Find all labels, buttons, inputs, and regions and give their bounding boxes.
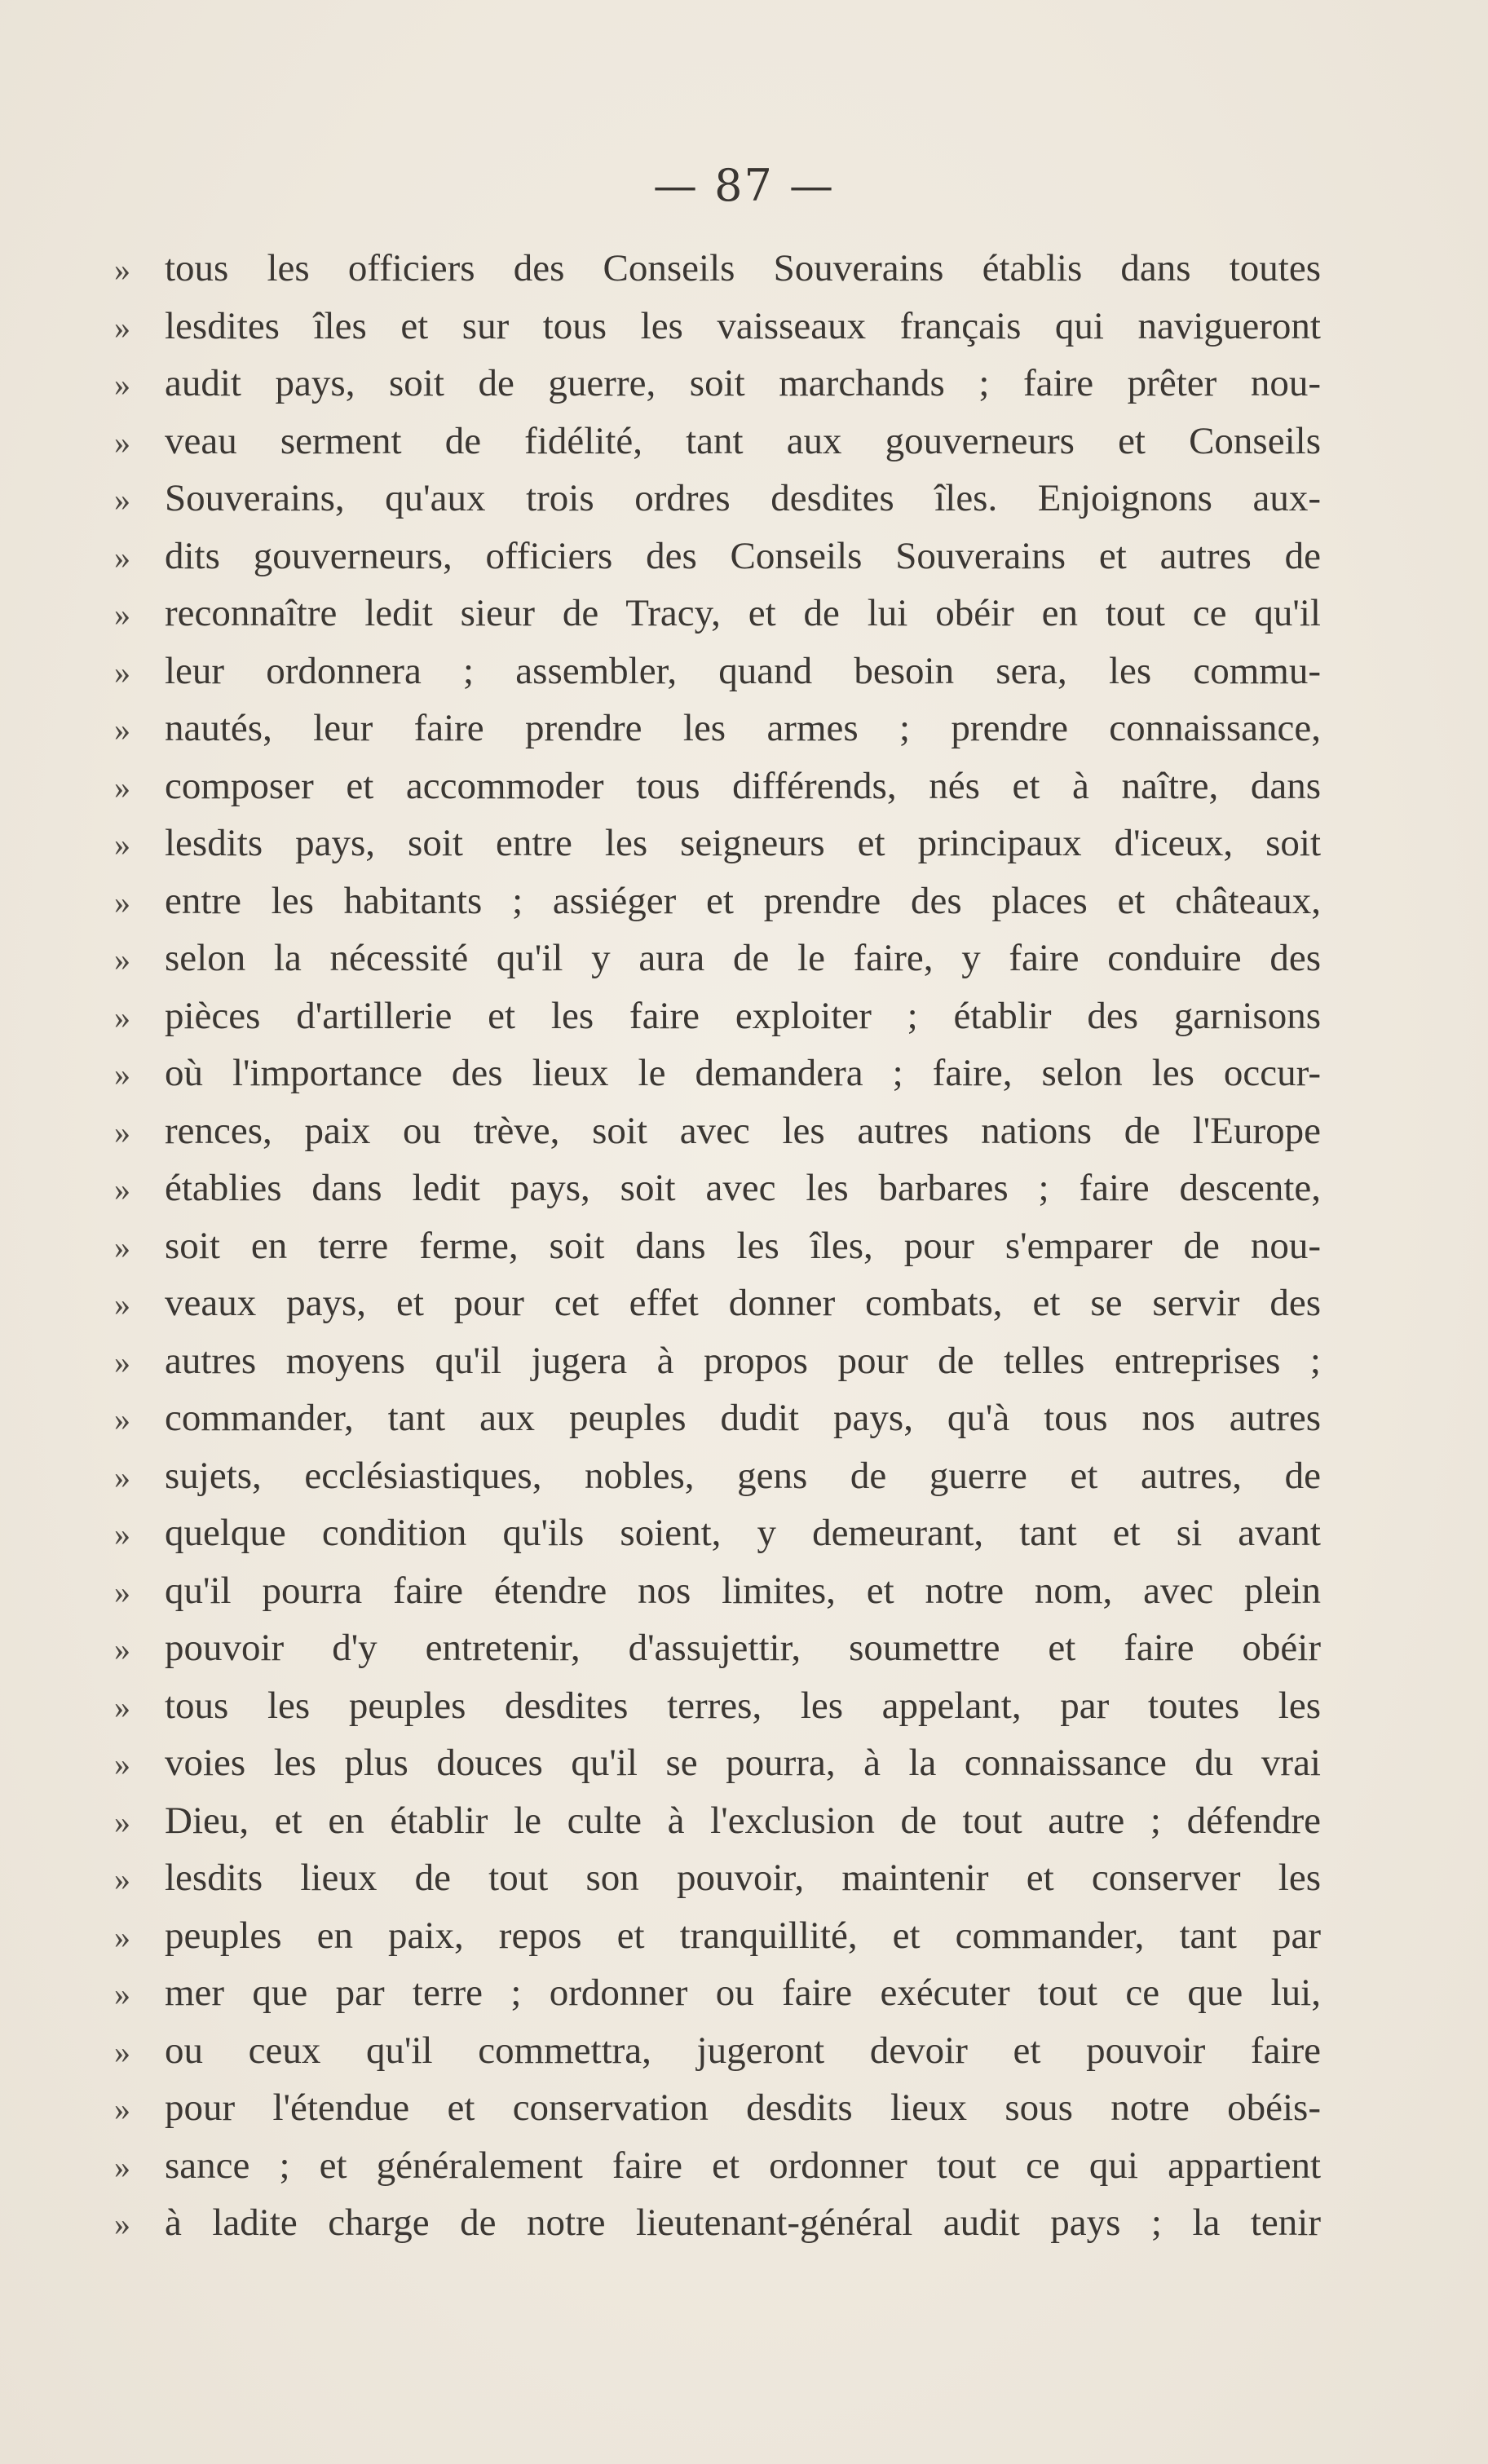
line-text: mer que par terre ; ordonner ou faire exécuter tout ce que lui, [165, 1972, 1321, 2014]
line-text: qu'il pourra faire étendre nos limites, et notre nom, avec plein [165, 1569, 1321, 1612]
line-text: entre les habitants ; assiéger et prendre des places et châteaux, [165, 879, 1321, 922]
text-line [114, 2086, 1321, 2144]
line-text: commander, tant aux peuples dudit pays, qu'à tous nos autres [165, 1397, 1321, 1439]
text-line [114, 706, 1321, 764]
line-text: soit en terre ferme, soit dans les îles, pour s'emparer de nou- [165, 1224, 1321, 1267]
quote-mark: » [114, 1803, 130, 1840]
text-line [114, 1684, 1321, 1742]
quote-mark: » [114, 1113, 130, 1150]
text-line [114, 1971, 1321, 2029]
line-text: voies les plus douces qu'il se pourra, à la connaissance du vrai [165, 1742, 1321, 1784]
quote-mark: » [114, 1343, 130, 1380]
line-text: autres moyens qu'il jugera à propos pour de telles entreprises ; [165, 1339, 1321, 1382]
line-text: audit pays, soit de guerre, soit marchands ; faire prêter nou- [165, 362, 1321, 404]
line-text: selon la nécessité qu'il y aura de le faire, y faire conduire des [165, 937, 1321, 979]
quote-mark: » [114, 2206, 130, 2242]
quote-mark: » [114, 1286, 130, 1323]
quote-mark: » [114, 1861, 130, 1897]
line-text: quelque condition qu'ils soient, y demeurant, tant et si avant [165, 1512, 1321, 1554]
line-text: sujets, ecclésiastiques, nobles, gens de guerre et autres, de [165, 1454, 1321, 1497]
text-line [114, 1454, 1321, 1512]
line-text: dits gouverneurs, officiers des Conseils Souverains et autres de [165, 534, 1321, 577]
line-text: à ladite charge de notre lieutenant-général audit pays ; la tenir [165, 2201, 1321, 2244]
line-text: tous les peuples desdites terres, les appelant, par toutes les [165, 1684, 1321, 1727]
text-line [114, 2029, 1321, 2086]
text-line [114, 1569, 1321, 1627]
text-line [114, 591, 1321, 649]
quote-mark: » [114, 308, 130, 346]
quote-mark: » [114, 1976, 130, 2012]
line-text: nautés, leur faire prendre les armes ; prendre connaissance, [165, 707, 1321, 749]
quote-mark: » [114, 2033, 130, 2070]
quote-mark: » [114, 366, 130, 403]
line-text: lesdits pays, soit entre les seigneurs et principaux d'iceux, soit [165, 822, 1321, 864]
line-text: peuples en paix, repos et tranquillité, et commander, tant par [165, 1914, 1321, 1957]
quote-mark: » [114, 998, 130, 1035]
text-line [114, 821, 1321, 879]
quote-mark: » [114, 2148, 130, 2185]
quote-mark: » [114, 1573, 130, 1610]
line-text: veau serment de fidélité, tant aux gouverneurs et Conseils [165, 419, 1321, 462]
text-line [114, 1626, 1321, 1684]
line-text: lesdits lieux de tout son pouvoir, maintenir et conserver les [165, 1857, 1321, 1899]
text-line [114, 246, 1321, 304]
page-number: — 87 — [652, 160, 836, 211]
quote-mark: » [114, 1516, 130, 1552]
line-text: composer et accommoder tous différends, nés et à naître, dans [165, 764, 1321, 807]
line-text: veaux pays, et pour cet effet donner combats, et se servir des [165, 1282, 1321, 1324]
text-line [114, 1914, 1321, 1972]
text-line [114, 936, 1321, 994]
text-line [114, 994, 1321, 1052]
text-line [114, 2144, 1321, 2201]
quote-mark: » [114, 1056, 130, 1093]
quote-mark: » [114, 1171, 130, 1208]
line-text: tous les officiers des Conseils Souverains établis dans toutes [165, 247, 1321, 289]
text-line [114, 764, 1321, 822]
quote-mark: » [114, 481, 130, 518]
text-line [114, 534, 1321, 592]
body-text [114, 246, 1321, 2259]
text-line [114, 1856, 1321, 1914]
quote-mark: » [114, 2091, 130, 2127]
line-text: ou ceux qu'il commettra, jugeront devoir et pouvoir faire [165, 2029, 1321, 2072]
text-line [114, 1051, 1321, 1109]
text-line [114, 476, 1321, 534]
text-line [114, 1511, 1321, 1569]
quote-mark: » [114, 538, 130, 576]
text-line [114, 1281, 1321, 1339]
text-line [114, 1396, 1321, 1454]
text-line [114, 1166, 1321, 1224]
quote-mark: » [114, 423, 130, 461]
quote-mark: » [114, 768, 130, 806]
quote-mark: » [114, 883, 130, 921]
text-line [114, 879, 1321, 937]
line-text: Souverains, qu'aux trois ordres desdites îles. Enjoignons aux- [165, 477, 1321, 519]
quote-mark: » [114, 826, 130, 863]
quote-mark: » [114, 1228, 130, 1265]
line-text: sance ; et généralement faire et ordonner tout ce qui appartient [165, 2144, 1321, 2187]
line-text: établies dans ledit pays, soit avec les barbares ; faire descente, [165, 1167, 1321, 1209]
text-line [114, 1224, 1321, 1282]
quote-mark: » [114, 1401, 130, 1437]
text-line [114, 304, 1321, 362]
quote-mark: » [114, 1458, 130, 1495]
quote-mark: » [114, 653, 130, 691]
text-line [114, 649, 1321, 707]
text-line [114, 1799, 1321, 1857]
text-line [114, 361, 1321, 419]
line-text: reconnaître ledit sieur de Tracy, et de lui obéir en tout ce qu'il [165, 592, 1321, 634]
line-text: où l'importance des lieux le demandera ; faire, selon les occur- [165, 1052, 1321, 1094]
text-line [114, 419, 1321, 477]
text-line [114, 1109, 1321, 1167]
line-text: pour l'étendue et conservation desdits lieux sous notre obéis- [165, 2086, 1321, 2129]
quote-mark: » [114, 1631, 130, 1667]
line-text: Dieu, et en établir le culte à l'exclusion de tout autre ; défendre [165, 1799, 1321, 1842]
text-line [114, 1339, 1321, 1397]
quote-mark: » [114, 1918, 130, 1955]
line-text: pouvoir d'y entretenir, d'assujettir, soumettre et faire obéir [165, 1627, 1321, 1669]
line-text: leur ordonnera ; assembler, quand besoin sera, les commu- [165, 649, 1321, 692]
quote-mark: » [114, 596, 130, 633]
text-line [114, 2201, 1321, 2259]
line-text: lesdites îles et sur tous les vaisseaux français qui navigueront [165, 304, 1321, 347]
line-text: pièces d'artillerie et les faire exploiter ; établir des garnisons [165, 994, 1321, 1037]
quote-mark: » [114, 1746, 130, 1782]
quote-mark: » [114, 251, 130, 288]
line-text: rences, paix ou trève, soit avec les autres nations de l'Europe [165, 1109, 1321, 1152]
quote-mark: » [114, 711, 130, 748]
quote-mark: » [114, 1688, 130, 1725]
quote-mark: » [114, 941, 130, 978]
text-line [114, 1741, 1321, 1799]
